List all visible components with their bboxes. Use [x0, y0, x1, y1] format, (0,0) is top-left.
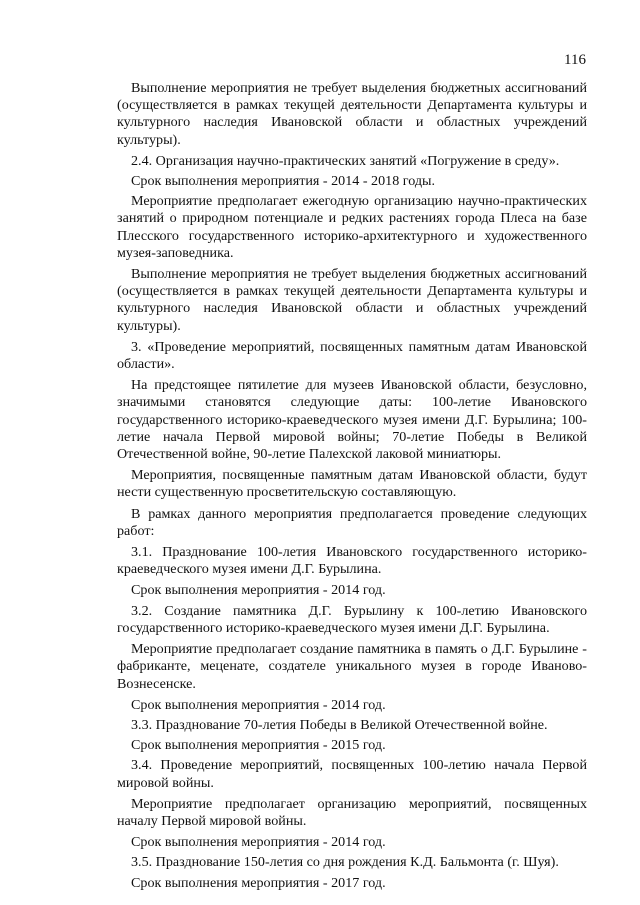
page-number: 116 — [564, 52, 586, 68]
paragraph: Мероприятие предполагает создание памятника в память о Д.Г. Бурылине - фабриканте, меценате, создателе уникального музея в городе Иваново-Вознесенске. — [117, 641, 587, 692]
paragraph: На предстоящее пятилетие для музеев Ивановской области, безусловно, значимыми становятся следующие даты: 100-летие Ивановского государственного историко-краеведческого музея имени Д.Г. Бурылина; 100-летие начала Первой мировой войны; 70-летие Победы в Великой Отечественной войне, 90-летие Палехской лаковой миниатюры. — [117, 377, 587, 463]
paragraph: Мероприятие предполагает ежегодную организацию научно-практических занятий о природном потенциале и редких растениях города Плеса на базе Плесского государственного историко-архитектурного и художественного музея-заповедника. — [117, 193, 587, 261]
paragraph: Срок выполнения мероприятия - 2014 год. — [131, 834, 386, 851]
document-body — [117, 80, 587, 895]
paragraph: Срок выполнения мероприятия - 2017 год. — [131, 874, 386, 891]
paragraph: 3.2. Создание памятника Д.Г. Бурылину к 100-летию Ивановского государственного историко-краеведческого музея имени Д.Г. Бурылина. — [117, 602, 587, 636]
paragraph: Мероприятия, посвященные памятным датам Ивановской области, будут нести существенную просветительскую составляющую. — [117, 467, 587, 501]
paragraph: Срок выполнения мероприятия - 2014 - 2018 годы. — [131, 173, 435, 190]
paragraph: 2.4. Организация научно-практических занятий «Погружение в среду». — [131, 152, 560, 169]
paragraph: 3.5. Празднование 150-летия со дня рождения К.Д. Бальмонта (г. Шуя). — [131, 854, 559, 871]
paragraph: В рамках данного мероприятия предполагается проведение следующих работ: — [117, 505, 587, 539]
paragraph: 3.1. Празднование 100-летия Ивановского государственного историко-краеведческого музея имени Д.Г. Бурылина. — [117, 544, 587, 578]
paragraph: Выполнение мероприятия не требует выделения бюджетных ассигнований (осуществляется в рамках текущей деятельности Департамента культуры и культурного наследия Ивановской области и областных учреждений культуры). — [117, 80, 587, 148]
paragraph: Выполнение мероприятия не требует выделения бюджетных ассигнований (осуществляется в рамках текущей деятельности Департамента культуры и культурного наследия Ивановской области и областных учреждений культуры). — [117, 266, 587, 334]
paragraph: Срок выполнения мероприятия - 2015 год. — [131, 737, 386, 754]
paragraph: 3.4. Проведение мероприятий, посвященных 100-летию начала Первой мировой войны. — [117, 757, 587, 791]
paragraph: 3. «Проведение мероприятий, посвященных памятным датам Ивановской области». — [117, 338, 587, 373]
paragraph: Срок выполнения мероприятия - 2014 год. — [131, 582, 386, 599]
paragraph: Мероприятие предполагает организацию мероприятий, посвященных началу Первой мировой войны. — [117, 795, 587, 829]
paragraph: Срок выполнения мероприятия - 2014 год. — [131, 696, 386, 713]
paragraph: 3.3. Празднование 70-летия Победы в Великой Отечественной войне. — [131, 716, 548, 733]
